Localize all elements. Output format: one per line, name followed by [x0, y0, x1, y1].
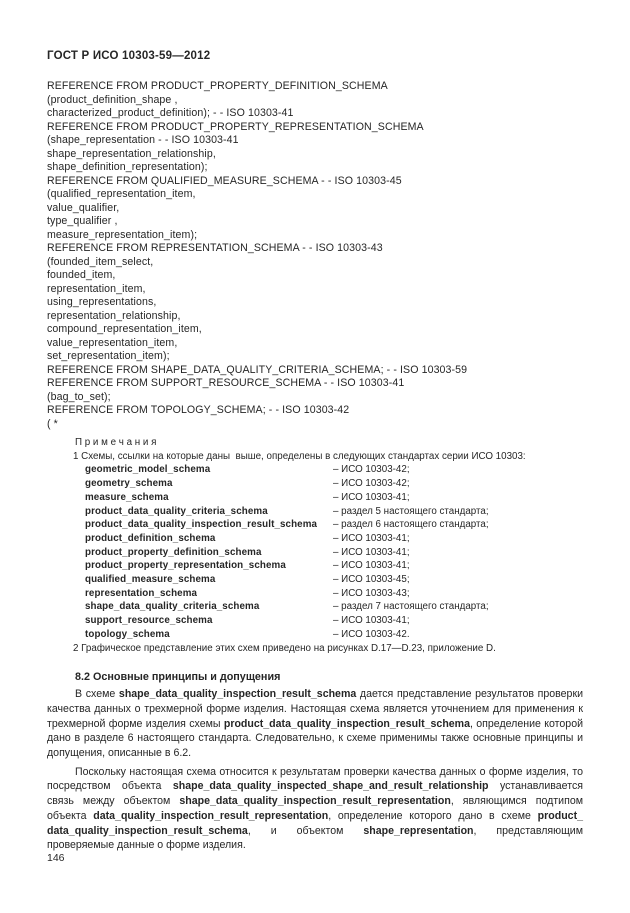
schema-table-row — [85, 587, 583, 601]
listing-line: shape_definition_representation); — [47, 161, 208, 173]
schema-name-inline: product_data_quality_inspection_result_schema — [47, 809, 583, 837]
schema-name-inline: product_data_quality_inspection_result_schema — [223, 717, 470, 730]
listing-line: (founded_item_select, — [47, 255, 154, 268]
schema-name-inline: data_quality_inspection_result_representation — [93, 809, 329, 822]
schema-name: support_resource_schema — [85, 615, 213, 627]
section-paragraph-1 — [47, 687, 583, 761]
listing-line: measure_representation_item); — [47, 228, 198, 241]
listing-line: REFERENCE FROM PRODUCT_PROPERTY_REPRESENTATION_SCHEMA — [47, 120, 424, 133]
schema-table-row — [85, 477, 583, 491]
listing-line: (qualified_representation_item, — [47, 188, 196, 200]
schema-reference: – ИСО 10303-42; — [333, 464, 410, 476]
schema-reference: – ИСО 10303-41; — [333, 615, 410, 627]
listing-line: value_representation_item, — [47, 336, 178, 349]
note-1-intro: 1 Схемы, ссылки на которые даны выше, определены в следующих стандартах серии ИСО 10303: — [73, 450, 526, 462]
listing-line: REFERENCE FROM SHAPE_DATA_QUALITY_CRITERIA_SCHEMA; - - ISO 10303-59 — [47, 363, 468, 376]
listing-line: REFERENCE FROM REPRESENTATION_SCHEMA - - ISO 10303-43 — [47, 242, 383, 254]
listing-line: compound_representation_item, — [47, 323, 202, 335]
listing-line: founded_item, — [47, 269, 116, 281]
schema-reference: – раздел 7 настоящего стандарта; — [333, 601, 489, 613]
schema-name: product_data_quality_inspection_result_schema — [85, 519, 318, 531]
listing-line: (shape_representation - - ISO 10303-41 — [47, 134, 239, 146]
section-heading-8-2: 8.2 Основные принципы и допущения — [75, 671, 281, 684]
page-number: 146 — [47, 852, 65, 864]
listing-line: type_qualifier , — [47, 215, 118, 227]
schema-name-inline: shape_representation — [363, 824, 474, 837]
body-text-run: Поскольку настоящая схема относится к результатам проверки качества данных о форме изделия, то посредством объекта — [47, 765, 583, 793]
schema-name: measure_schema — [85, 491, 169, 503]
body-text-run: В схеме — [75, 688, 119, 701]
schema-reference: – ИСО 10303-43; — [333, 587, 410, 599]
schema-name: shape_data_quality_criteria_schema — [85, 601, 260, 613]
body-text-run: , представляющим проверяемые данные о форме изделия. — [47, 824, 583, 852]
listing-line: characterized_product_definition); - - ISO 10303-41 — [47, 107, 294, 119]
schema-name: qualified_measure_schema — [85, 574, 216, 586]
schema-table-row — [85, 573, 583, 587]
schema-reference: – ИСО 10303-41; — [333, 491, 410, 503]
schema-name: geometric_model_schema — [85, 464, 211, 476]
schema-reference: – ИСО 10303-41; — [333, 546, 410, 558]
body-text-run: устанавливается связь между объектом — [47, 780, 583, 808]
body-text-run: , определение которого дано в схеме — [328, 809, 538, 822]
schema-name: product_property_representation_schema — [85, 560, 286, 572]
body-text-run: дается представление результатов проверки качества данных о трехмерной форме изделия. Настоящая схема является уточнением для применения к трехмерной форме изделия схемы — [47, 688, 583, 730]
schema-reference-table — [73, 463, 583, 641]
schema-name: product_definition_schema — [85, 532, 216, 544]
schema-reference: – ИСО 10303-42. — [333, 628, 410, 640]
listing-line: REFERENCE FROM PRODUCT_PROPERTY_DEFINITION_SCHEMA — [47, 80, 388, 92]
schema-table-row — [85, 600, 583, 614]
schema-table-row — [85, 628, 583, 642]
body-text-run: , являющимся подтипом объекта — [47, 795, 583, 822]
schema-table-row — [85, 546, 583, 560]
schema-reference: – ИСО 10303-41; — [333, 560, 410, 572]
notes-block — [47, 436, 583, 655]
schema-name-inline: shape_data_quality_inspection_result_schema — [118, 688, 357, 701]
schema-table-row — [85, 491, 583, 505]
listing-line: set_representation_item); — [47, 350, 170, 362]
listing-line: REFERENCE FROM TOPOLOGY_SCHEMA; - - ISO 10303-42 — [47, 404, 350, 416]
body-text-run: , определение которой дано в разделе 6 настоящего стандарта. Следовательно, к схеме применимы также основные принципы и допущения, описанные в 6.2. — [47, 717, 583, 760]
body-text-run: , и объектом — [247, 824, 364, 837]
listing-line: REFERENCE FROM SUPPORT_RESOURCE_SCHEMA - - ISO 10303-41 — [47, 377, 405, 389]
schema-name-inline: shape_data_quality_inspection_result_representation — [179, 795, 451, 808]
listing-line: REFERENCE FROM QUALIFIED_MEASURE_SCHEMA - - ISO 10303-45 — [47, 174, 402, 187]
listing-line: representation_item, — [47, 282, 146, 295]
schema-reference: – ИСО 10303-45; — [333, 574, 410, 586]
note-2: 2 Графическое представление этих схем приведено на рисунках D.17—D.23, приложение D. — [73, 642, 496, 654]
listing-line: using_representations, — [47, 296, 157, 308]
schema-name: geometry_schema — [85, 478, 173, 490]
schema-name-inline: shape_data_quality_inspected_shape_and_result_relationship — [172, 780, 489, 793]
schema-name: product_data_quality_criteria_schema — [85, 505, 268, 517]
listing-line: representation_relationship, — [47, 309, 181, 322]
schema-table-row — [85, 505, 583, 519]
schema-name: topology_schema — [85, 628, 170, 640]
notes-title: П р и м е ч а н и я — [75, 437, 157, 448]
schema-table-row — [85, 532, 583, 546]
schema-name: product_property_definition_schema — [85, 546, 262, 558]
document-header: ГОСТ Р ИСО 10303-59—2012 — [47, 50, 211, 62]
schema-table-row — [85, 463, 583, 477]
schema-reference: – ИСО 10303-41; — [333, 532, 410, 544]
schema-reference: – раздел 5 настоящего стандарта; — [333, 505, 489, 517]
listing-line: ( * — [47, 417, 58, 430]
schema-table-row — [85, 518, 583, 532]
listing-line: shape_representation_relationship, — [47, 147, 216, 160]
schema-reference: – ИСО 10303-42; — [333, 478, 410, 490]
section-paragraph-2 — [47, 765, 583, 853]
schema-name: representation_schema — [85, 587, 198, 599]
schema-table-row — [85, 559, 583, 573]
schema-table-row — [85, 614, 583, 628]
listing-line: (bag_to_set); — [47, 390, 111, 403]
schema-reference: – раздел 6 настоящего стандарта; — [333, 519, 489, 531]
express-schema-listing — [47, 80, 583, 431]
listing-line: (product_definition_shape , — [47, 93, 178, 106]
listing-line: value_qualifier, — [47, 201, 120, 214]
